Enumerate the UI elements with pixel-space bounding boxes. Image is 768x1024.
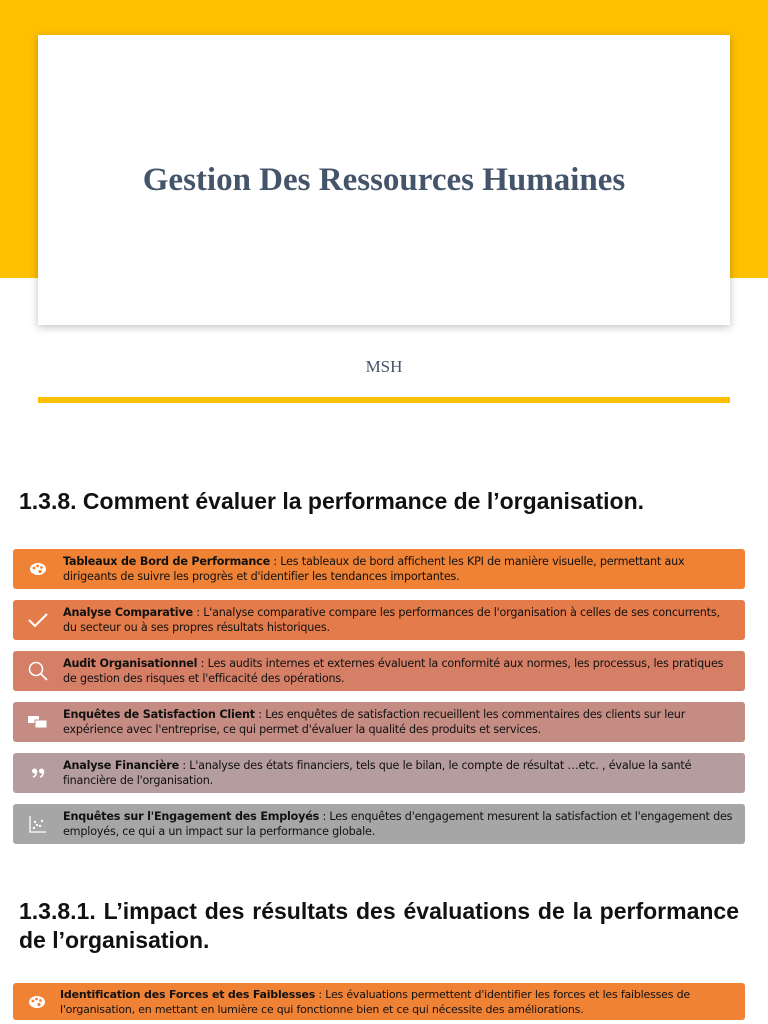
item-label: Tableaux de Bord de Performance — [63, 555, 270, 568]
item-label: Analyse Comparative — [63, 606, 193, 619]
list-item-tableaux-de-bord — [13, 549, 745, 589]
list-item-analyse-comparative — [13, 600, 745, 640]
list-item-text — [63, 758, 745, 788]
item-separator: : — [178, 759, 190, 772]
item-description: Les enquêtes d'engagement mesurent la satisfaction et l'engagement des employés, ce qui a un impact sur la performance globale. — [63, 810, 733, 838]
item-separator: : — [254, 708, 266, 721]
list-item-audit-organisationnel — [13, 651, 745, 691]
subsection-heading: 1.3.8.1. L’impact des résultats des évaluations de la performance de l’organisation. — [19, 898, 739, 953]
author-name: MSH — [365, 357, 403, 376]
item-separator: : — [319, 810, 330, 823]
document-title: Gestion Des Ressources Humaines — [142, 161, 626, 198]
section-heading: 1.3.8. Comment évaluer la performance de l’organisation. — [19, 488, 645, 514]
item-separator: : — [269, 555, 281, 568]
item-label: Audit Organisationnel — [63, 657, 198, 670]
checkmark-icon — [13, 600, 63, 640]
list-item-text — [63, 554, 745, 584]
list-item-satisfaction-client — [13, 702, 745, 742]
chat-bubbles-icon — [13, 702, 63, 742]
list-item-text — [63, 656, 745, 686]
list-item-text — [63, 605, 745, 635]
item-description: Les enquêtes de satisfaction recueillent les commentaires des clients sur leur expérience avec l'entreprise, ce qui permet d'évaluer la qualité des produits et services. — [63, 708, 686, 736]
item-separator: : — [192, 606, 204, 619]
list-item-engagement-employes — [13, 804, 745, 844]
list-item-text — [63, 707, 745, 737]
list-item-forces-faiblesses — [13, 983, 745, 1020]
item-description: L'analyse des états financiers, tels que le bilan, le compte de résultat …etc. , évalue la santé financière de l'organisation. — [63, 759, 692, 787]
scatter-chart-icon — [13, 804, 63, 844]
list-item-analyse-financiere — [13, 753, 745, 793]
palette-icon — [13, 549, 63, 589]
item-description: Les tableaux de bord affichent les KPI de manière visuelle, permettant aux dirigeants de suivre les progrès et d'identifier les tendances importantes. — [63, 555, 685, 583]
palette-icon — [13, 983, 60, 1020]
title-card — [38, 35, 730, 325]
magnifier-icon — [13, 651, 63, 691]
item-label: Enquêtes de Satisfaction Client — [63, 708, 255, 721]
list-item-text — [63, 809, 745, 839]
item-description: L'analyse comparative compare les performances de l'organisation à celles de ses concurrents, du secteur ou à ses propres résultats historiques. — [63, 606, 720, 634]
item-label: Enquêtes sur l'Engagement des Employés — [63, 810, 320, 823]
item-label: Analyse Financière — [63, 759, 179, 772]
item-separator: : — [315, 987, 326, 1001]
quote-icon — [13, 753, 63, 793]
item-description: Les évaluations permettent d'identifier les forces et les faiblesses de l'organisation, en mettant en lumière ce qui fonctionne bien et ce qui nécessite des améliorations. — [60, 987, 690, 1016]
item-separator: : — [197, 657, 208, 670]
item-label: Identification des Forces et des Faiblesses — [60, 987, 316, 1001]
yellow-divider — [38, 397, 730, 403]
item-description: Les audits internes et externes évaluent la conformité aux normes, les processus, les pratiques de gestion des risques et l'efficacité des opérations. — [63, 657, 724, 685]
list-item-text — [60, 987, 745, 1017]
